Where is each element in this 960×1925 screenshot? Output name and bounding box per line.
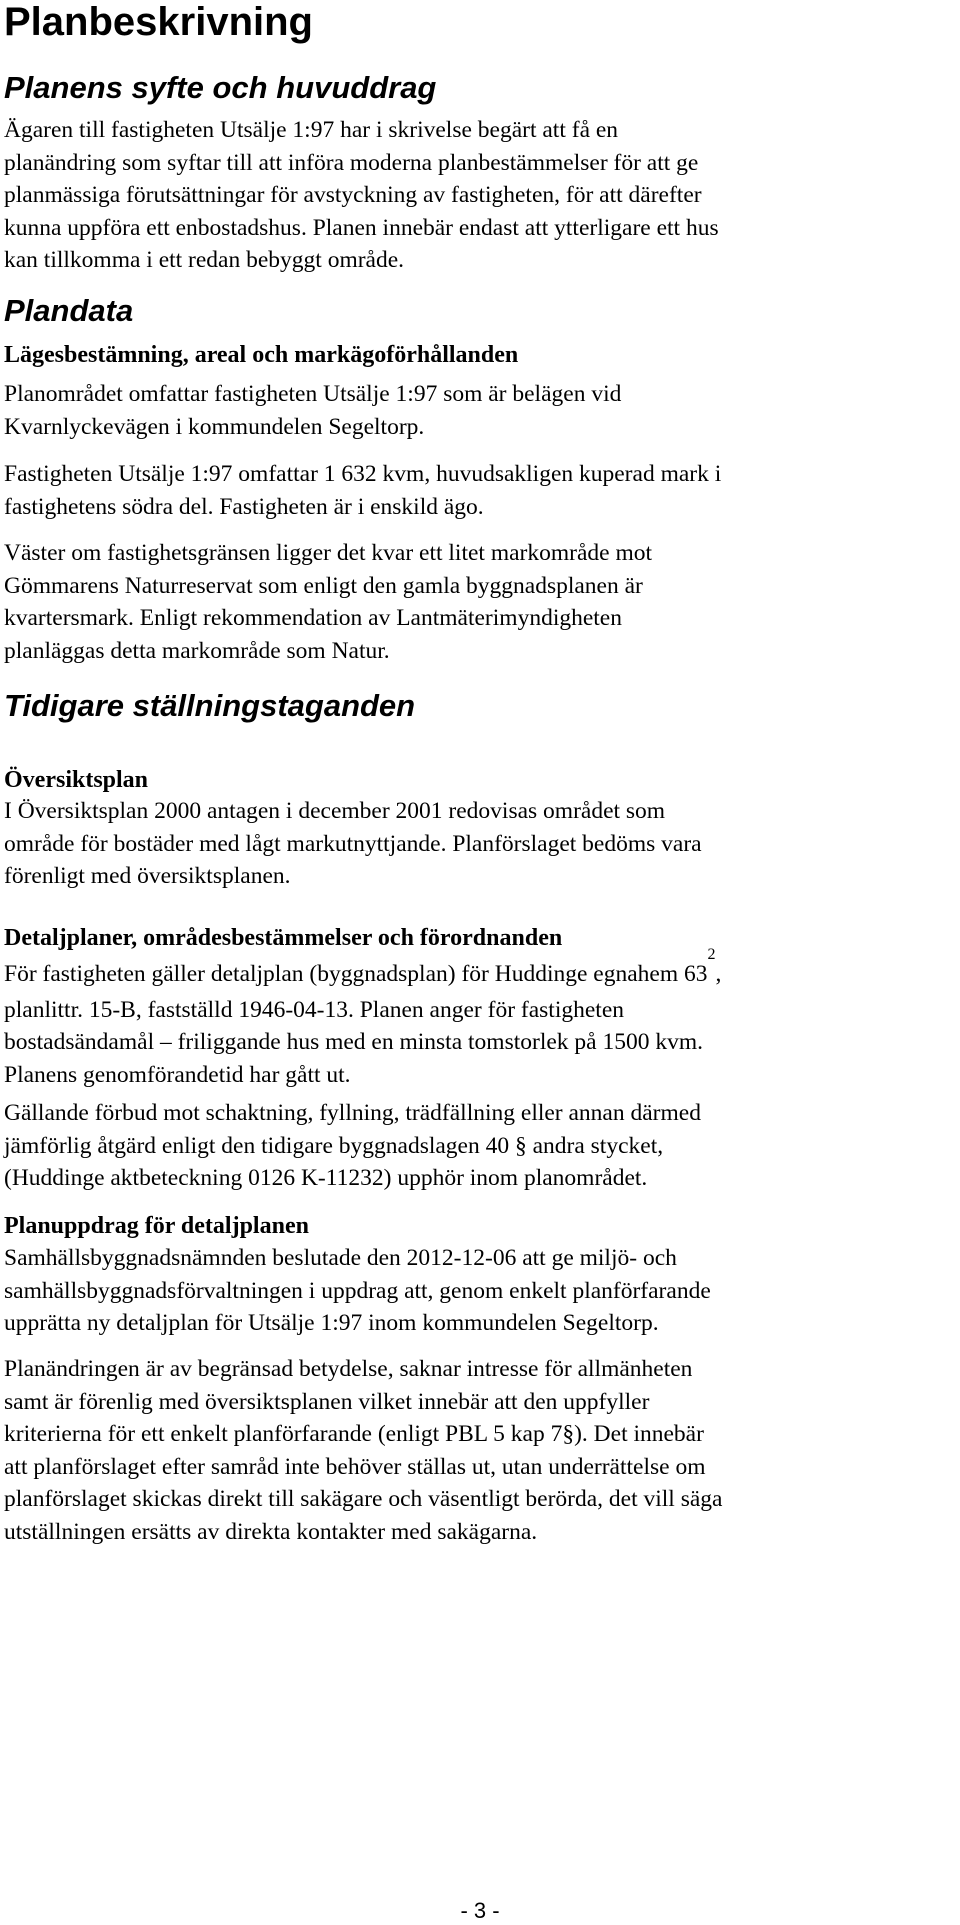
text-line: Gällande förbud mot schaktning, fyllning, trädfällning eller annan därmed bbox=[4, 1100, 701, 1126]
section-heading-plandata: Plandata bbox=[4, 293, 134, 328]
paragraph-forbud bbox=[4, 1097, 956, 1195]
text-line: Planområdet omfattar fastigheten Utsälje 1:97 som är belägen vid bbox=[4, 381, 622, 407]
text-line: kvartersmark. Enligt rekommendation av Lantmäterimyndigheten bbox=[4, 605, 622, 631]
page-title: Planbeskrivning bbox=[4, 0, 313, 44]
text-line: I Översiktsplan 2000 antagen i december 2001 redovisas området som bbox=[4, 798, 666, 824]
text-line: Planändringen är av begränsad betydelse, saknar intresse för allmänheten bbox=[4, 1356, 693, 1382]
paragraph-planuppdrag bbox=[4, 1242, 956, 1340]
subheading-oversiktsplan: Översiktsplan bbox=[4, 767, 149, 793]
paragraph-oversiktsplan bbox=[4, 795, 956, 893]
paragraph-detaljplan bbox=[4, 946, 956, 1091]
text-line: samhällsbyggnadsförvaltningen i uppdrag att, genom enkelt planförfarande bbox=[4, 1277, 711, 1304]
text-line: (Huddinge aktbeteckning 0126 K-11232) upphör inom planområdet. bbox=[4, 1165, 648, 1191]
subheading-planuppdrag: Planuppdrag för detaljplanen bbox=[4, 1213, 309, 1239]
paragraph-syfte bbox=[4, 114, 956, 277]
paragraph-vaster bbox=[4, 537, 956, 667]
text-fragment: För fastigheten gäller detaljplan (byggnadsplan) för Huddinge egnahem 63 bbox=[4, 961, 708, 987]
text-line: Planens genomförandetid har gått ut. bbox=[4, 1061, 351, 1088]
text-line: kunna uppföra ett enbostadshus. Planen innebär endast att ytterligare ett hus bbox=[4, 214, 719, 241]
text-line: Ägaren till fastigheten Utsälje 1:97 har i skrivelse begärt att få en bbox=[4, 117, 619, 143]
text-line: Kvarnlyckevägen i kommundelen Segeltorp. bbox=[4, 413, 425, 440]
text-line: fastighetens södra del. Fastigheten är i enskild ägo. bbox=[4, 493, 484, 520]
text-fragment: , bbox=[715, 961, 722, 987]
text-line: kan tillkomma i ett redan bebyggt område. bbox=[4, 247, 405, 273]
section-heading-tidigare: Tidigare ställningstaganden bbox=[4, 688, 416, 723]
paragraph-planandringen bbox=[4, 1353, 956, 1548]
page-number: - 3 - bbox=[460, 1898, 500, 1923]
superscript: 2 bbox=[707, 946, 716, 963]
text-line: förenligt med översiktsplanen. bbox=[4, 863, 291, 889]
subheading-detaljplaner: Detaljplaner, områdesbestämmelser och förordnanden bbox=[4, 925, 563, 951]
text-line: utställningen ersätts av direkta kontakter med sakägarna. bbox=[4, 1518, 538, 1545]
section-heading-syfte: Planens syfte och huvuddrag bbox=[4, 70, 437, 105]
paragraph-planomradet bbox=[4, 378, 956, 443]
text-line: planförslaget skickas direkt till sakägare och väsentligt berörda, det vill säga bbox=[4, 1486, 723, 1512]
text-line: att planförslaget efter samråd inte behöver ställas ut, utan underrättelse om bbox=[4, 1453, 706, 1480]
text-line: Fastigheten Utsälje 1:97 omfattar 1 632 kvm, huvudsakligen kuperad mark i bbox=[4, 461, 722, 487]
text-line: planmässiga förutsättningar för avstyckning av fastigheten, för att därefter bbox=[4, 182, 702, 208]
text-line: upprätta ny detaljplan för Utsälje 1:97 inom kommundelen Segeltorp. bbox=[4, 1310, 659, 1336]
text-line: samt är förenlig med översiktsplanen vilket innebär att den uppfyller bbox=[4, 1388, 650, 1415]
subheading-lagesbestamning: Lägesbestämning, areal och markägoförhållanden bbox=[4, 342, 519, 368]
text-line: kriterierna för ett enkelt planförfarande (enligt PBL 5 kap 7§). Det innebär bbox=[4, 1421, 704, 1447]
paragraph-fastigheten bbox=[4, 458, 956, 523]
text-line: Väster om fastighetsgränsen ligger det kvar ett litet markområde mot bbox=[4, 540, 653, 566]
text-line: planläggas detta markområde som Natur. bbox=[4, 637, 390, 664]
text-line bbox=[4, 946, 956, 994]
text-line: Samhällsbyggnadsnämnden beslutade den 2012-12-06 att ge miljö- och bbox=[4, 1245, 677, 1271]
text-line: planändring som syftar till att införa moderna planbestämmelser för att ge bbox=[4, 149, 699, 176]
text-line: Gömmarens Naturreservat som enligt den gamla byggnadsplanen är bbox=[4, 572, 643, 599]
text-line: bostadsändamål – friliggande hus med en minsta tomstorlek på 1500 kvm. bbox=[4, 1029, 703, 1055]
text-line: planlittr. 15-B, fastställd 1946-04-13. Planen anger för fastigheten bbox=[4, 996, 624, 1023]
text-line: jämförlig åtgärd enligt den tidigare byggnadslagen 40 § andra stycket, bbox=[4, 1132, 664, 1159]
text-line: område för bostäder med lågt markutnyttjande. Planförslaget bedöms vara bbox=[4, 830, 702, 857]
